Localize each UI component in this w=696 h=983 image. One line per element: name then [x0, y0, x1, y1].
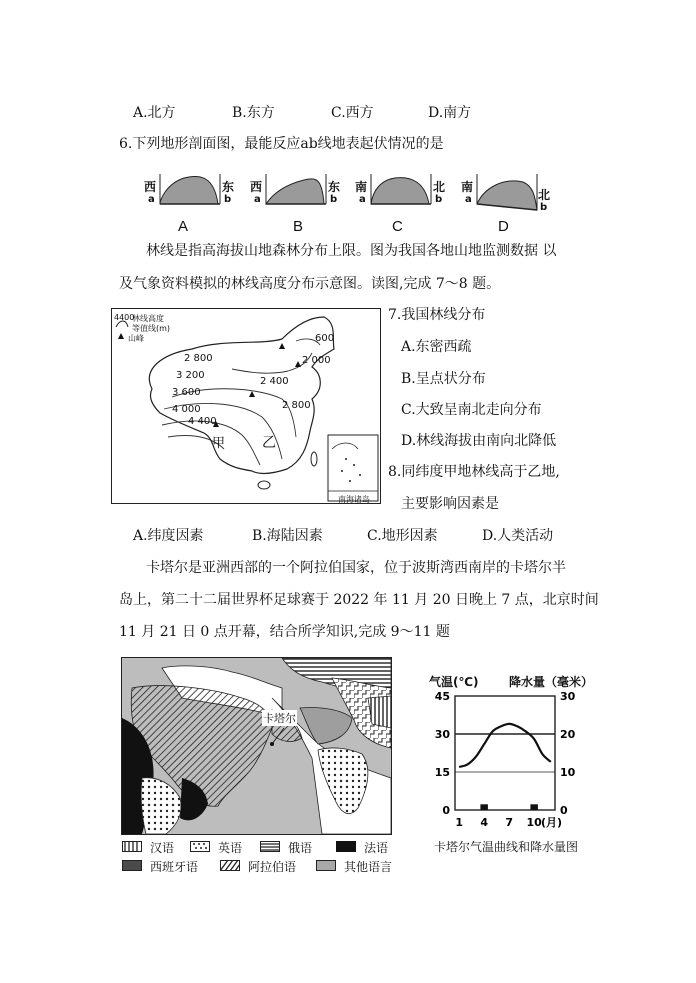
profile-c: [355, 168, 455, 214]
legend-swatch-other: [316, 860, 336, 871]
language-map-drawing: [122, 658, 391, 834]
profile-c-right-point: b: [435, 194, 443, 205]
language-legend: [122, 839, 397, 875]
contour-label: 4 400: [188, 416, 217, 427]
profile-b-right-point: b: [330, 194, 338, 205]
china-map-drawing: [112, 309, 380, 503]
legend-swatch-english: [190, 841, 210, 852]
contour-label: 2 800: [282, 400, 311, 411]
profile-b: [250, 168, 350, 214]
q6-stem: 6.下列地形剖面图，最能反应ab线地表起伏情况的是: [119, 136, 444, 152]
passage1-line2: 及气象资料模拟的林线高度分布示意图。读图,完成 7～8 题。: [119, 276, 501, 292]
legend-contour-value: 4400: [114, 313, 135, 322]
profile-c-left-point: a: [359, 194, 366, 205]
q8-option-d: D.人类活动: [482, 528, 554, 544]
q7-option-b: B.呈点状分布: [401, 371, 486, 387]
passage2-line2: 岛上，第二十二届世界杯足球赛于 2022 年 11 月 20 日晚上 7 点，北京时间: [119, 592, 599, 608]
legend-label: 阿拉伯语: [248, 860, 297, 874]
profile-c-right-dir: 北: [433, 180, 446, 194]
profile-d-left-point: a: [465, 194, 472, 205]
profile-a: [144, 168, 244, 214]
profile-b-left-dir: 西: [250, 180, 263, 194]
q8-option-c: C.地形因素: [367, 528, 438, 544]
chart-ylabel-right: 降水量（毫米）: [509, 675, 594, 689]
x-unit-label: (月): [541, 816, 563, 829]
precipitation-bar: [530, 804, 538, 810]
profile-d-right-dir: 北: [538, 188, 551, 202]
contour-label: 3 600: [172, 387, 201, 398]
x-tick-label: 4: [480, 816, 488, 829]
legend-label: 英语: [218, 841, 243, 855]
left-tick-label: 15: [434, 766, 450, 779]
legend-item-russian: [260, 839, 330, 855]
profile-b-label: B: [293, 218, 304, 235]
profile-b-shape: [264, 170, 328, 208]
legend-item-french: [336, 839, 406, 855]
legend-swatch-french: [336, 841, 356, 852]
legend-title-2: 等值线(m): [132, 324, 171, 333]
x-tick-label: 1: [455, 816, 463, 829]
q7-option-c: C.大致呈南北走向分布: [401, 402, 542, 418]
inset-label: 南海诸岛: [338, 495, 370, 504]
right-tick-label: 20: [560, 728, 576, 741]
q7-stem: 7.我国林线分布: [388, 307, 486, 323]
profile-a-right-point: b: [224, 194, 232, 205]
left-tick-label: 45: [434, 690, 450, 703]
temperature-curve: [459, 724, 551, 767]
profile-d: [461, 168, 561, 218]
legend-label: 俄语: [288, 841, 313, 855]
profile-a-label: A: [178, 218, 189, 235]
q8-stem-1: 8.同纬度甲地林线高于乙地,: [388, 464, 560, 480]
legend-label: 汉语: [150, 841, 175, 855]
left-tick-label: 0: [442, 804, 450, 817]
q7-option-d: D.林线海拔由南向北降低: [401, 433, 557, 449]
place-jia: 甲: [212, 436, 226, 451]
x-tick-label: 10: [526, 816, 542, 829]
contour-label: 4 000: [172, 404, 201, 415]
profile-b-right-dir: 东: [328, 180, 341, 194]
passage2-line3: 11 月 21 日 0 点开幕，结合所学知识,完成 9～11 题: [119, 624, 450, 640]
profile-c-shape: [369, 170, 433, 208]
q7-option-a: A.东密西疏: [401, 339, 472, 355]
profile-c-label: C: [392, 218, 403, 235]
q8-stem-2: 主要影响因素是: [401, 496, 499, 512]
profile-b-left-point: a: [254, 194, 261, 205]
q5-option-c: C.西方: [331, 105, 374, 121]
legend-item-other: [316, 858, 406, 874]
place-yi: 乙: [262, 435, 276, 451]
q8-option-a: A.纬度因素: [133, 528, 204, 544]
language-map: [121, 657, 392, 835]
right-tick-label: 30: [560, 690, 576, 703]
legend-peak: 山峰: [128, 334, 144, 343]
profile-a-left-point: a: [148, 194, 155, 205]
plot-frame: [455, 696, 555, 810]
contour-label: 2 000: [302, 355, 331, 366]
passage1-line1: 林线是指高海拔山地森林分布上限。图为我国各地山地监测数据 以: [146, 243, 557, 259]
profile-c-left-dir: 南: [355, 180, 368, 194]
legend-swatch-arabic: [220, 860, 240, 871]
q5-option-a: A.北方: [133, 105, 176, 121]
legend-label: 法语: [364, 841, 389, 855]
q5-option-d: D.南方: [428, 105, 472, 121]
legend-label: 西班牙语: [150, 860, 199, 874]
profile-d-label: D: [498, 218, 509, 235]
contour-label: 2 800: [184, 353, 213, 364]
contour-label: 600: [315, 333, 335, 344]
climate-chart: [425, 670, 615, 860]
profile-d-right-point: b: [540, 202, 548, 213]
legend-swatch-chinese: [122, 841, 142, 852]
legend-swatch-russian: [260, 841, 280, 852]
legend-swatch-spanish: [122, 860, 142, 871]
q8-option-b: B.海陆因素: [252, 528, 323, 544]
legend-label: 其他语言: [344, 860, 393, 874]
china-treeline-map: [111, 308, 381, 504]
legend-item-chinese: [122, 839, 192, 855]
left-tick-label: 30: [434, 728, 450, 741]
x-tick-label: 7: [505, 816, 513, 829]
climate-chart-plot: [425, 688, 615, 836]
legend-item-arabic: [220, 858, 310, 874]
chart-title: 卡塔尔气温曲线和降水量图: [434, 840, 579, 854]
passage2-line1: 卡塔尔是亚洲西部的一个阿拉伯国家，位于波斯湾西南岸的卡塔尔半: [146, 560, 566, 576]
profile-a-right-dir: 东: [222, 180, 235, 194]
right-tick-label: 10: [560, 766, 576, 779]
precipitation-bar: [480, 804, 488, 810]
q5-option-b: B.东方: [232, 105, 275, 121]
legend-item-english: [190, 839, 260, 855]
contour-label: 3 200: [176, 370, 205, 381]
profile-a-shape: [158, 170, 222, 208]
qatar-label: 卡塔尔: [263, 712, 296, 725]
legend-title: 林线高度: [132, 314, 164, 323]
contour-label: 2 400: [260, 376, 289, 387]
chart-ylabel-left: 气温(℃): [429, 675, 479, 689]
profile-d-shape: [475, 170, 539, 212]
profile-a-left-dir: 西: [144, 180, 157, 194]
legend-item-spanish: [122, 858, 212, 874]
profile-d-left-dir: 南: [461, 180, 474, 194]
right-tick-label: 0: [560, 804, 568, 817]
